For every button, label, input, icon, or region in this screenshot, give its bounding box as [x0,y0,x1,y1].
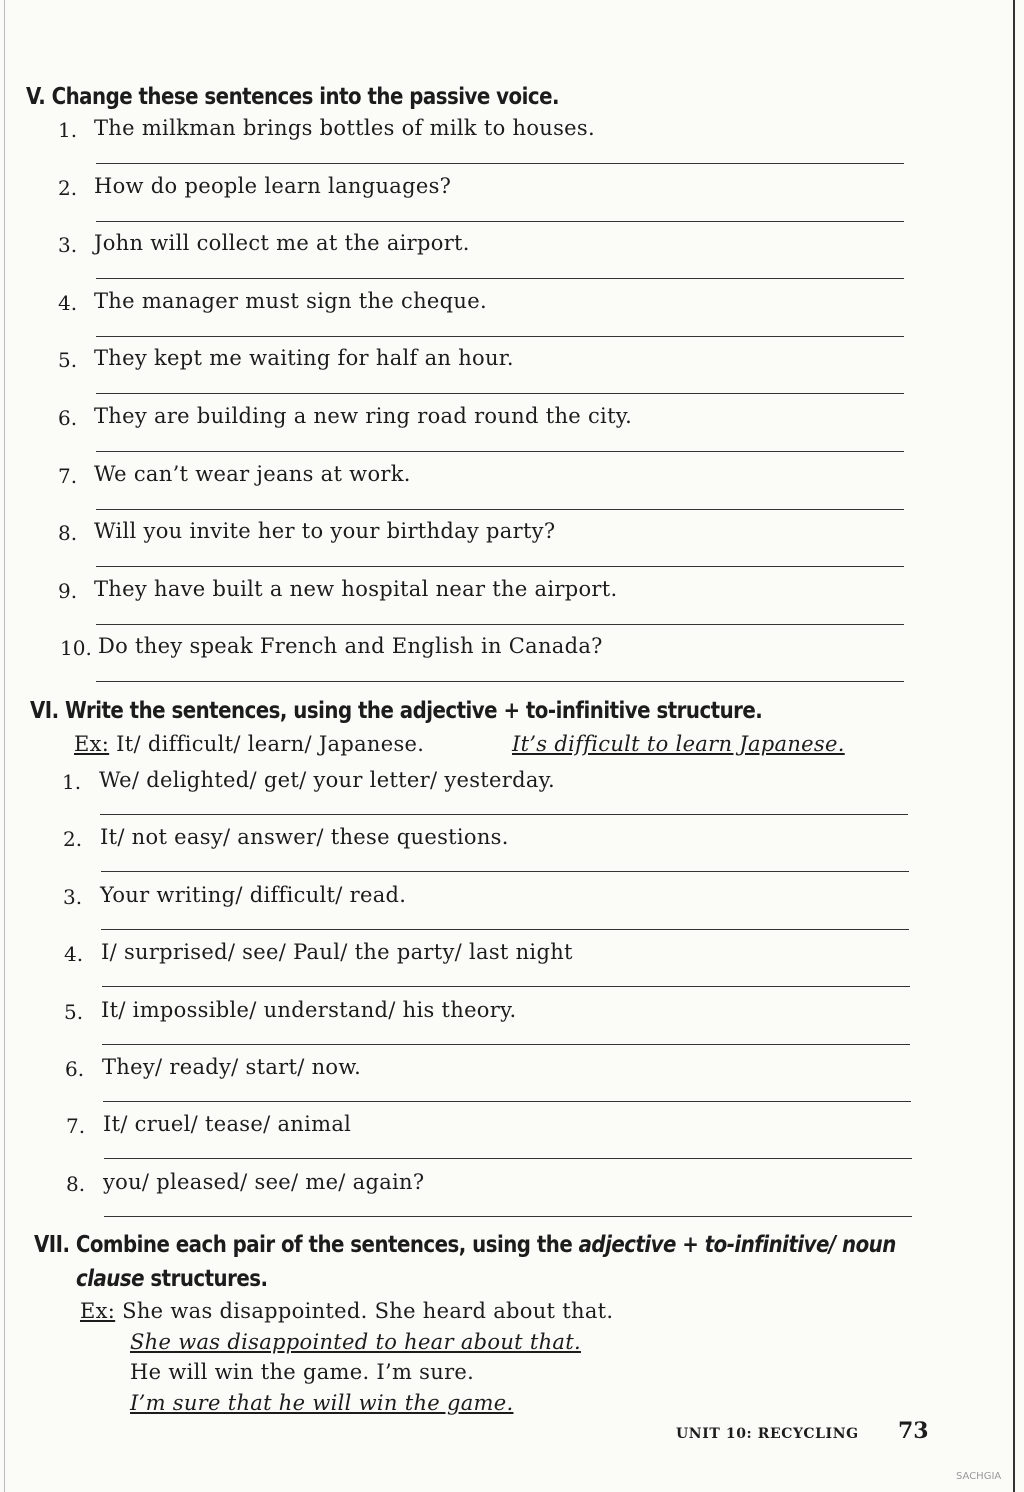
exercise-sentence: Do they speak French and English in Canada? [98,634,603,658]
answer-line[interactable] [102,986,910,987]
exercise-sentence: They have built a new hospital near the airport. [94,577,618,601]
answer-line[interactable] [96,163,904,164]
exercise-prompt: It/ impossible/ understand/ his theory. [101,998,517,1022]
exercise-sentence: The manager must sign the cheque. [94,289,487,313]
section-vi-heading: VI. Write the sentences, using the adjective + to-infinitive structure. [30,698,763,724]
exercise-number: 4. [58,291,78,315]
answer-line[interactable] [96,336,904,337]
answer-line[interactable] [96,681,904,682]
section-vii-heading [34,1232,896,1258]
example-label: Ex: [80,1299,116,1323]
exercise-number: 7. [58,464,78,488]
example-prompt: It/ difficult/ learn/ Japanese. [116,732,425,756]
exercise-number: 5. [58,348,78,372]
exercise-prompt: It/ not easy/ answer/ these questions. [100,825,509,849]
section-vii-heading-prefix: VII. Combine each pair of the sentences, using the [34,1232,579,1258]
answer-line[interactable] [96,509,904,510]
section-v-heading: V. Change these sentences into the passive voice. [26,84,559,110]
watermark: SACHGIA [956,1471,1002,1482]
exercise-number: 1. [58,118,78,142]
example-label: Ex: [74,732,110,756]
answer-line[interactable] [102,1044,910,1045]
exercise-number: 5. [64,1000,84,1024]
footer-unit-label: UNIT 10: RECYCLING [676,1426,859,1442]
section-vii-heading-clause: clause [76,1266,145,1292]
answer-line[interactable] [103,1101,911,1102]
exercise-number: 3. [63,885,83,909]
exercise-sentence: John will collect me at the airport. [94,231,470,255]
exercise-sentence: We can’t wear jeans at work. [94,462,411,486]
example-answer-1: She was disappointed to hear about that. [130,1330,581,1354]
page-right-edge [1013,0,1015,1492]
exercise-number: 10. [60,636,92,660]
exercise-prompt: you/ pleased/ see/ me/ again? [103,1170,425,1194]
section-vii-heading-line2 [76,1266,268,1292]
exercise-prompt: They/ ready/ start/ now. [102,1055,362,1079]
exercise-number: 8. [58,521,78,545]
answer-line[interactable] [104,1158,912,1159]
exercise-prompt: Your writing/ difficult/ read. [100,883,407,907]
page-left-edge [4,0,5,1492]
answer-line[interactable] [104,1216,912,1217]
exercise-prompt: I/ surprised/ see/ Paul/ the party/ last night [101,940,573,964]
exercise-sentence: The milkman brings bottles of milk to houses. [94,116,595,140]
answer-line[interactable] [101,871,909,872]
exercise-number: 8. [66,1172,86,1196]
exercise-sentence: They are building a new ring road round the city. [94,404,633,428]
answer-line[interactable] [100,814,908,815]
answer-line[interactable] [96,393,904,394]
exercise-number: 6. [65,1057,85,1081]
answer-line[interactable] [96,566,904,567]
example-sentence-2: He will win the game. I’m sure. [130,1360,475,1384]
exercise-number: 3. [58,233,78,257]
exercise-prompt: It/ cruel/ tease/ animal [103,1112,352,1136]
section-vii-example-line1 [80,1299,613,1323]
exercise-number: 2. [63,827,83,851]
exercise-sentence: How do people learn languages? [94,174,452,198]
section-vii-heading-italic: adjective + to-infinitive/ noun [578,1232,896,1258]
exercise-sentence: They kept me waiting for half an hour. [94,346,514,370]
example-answer-2: I’m sure that he will win the game. [130,1391,514,1415]
exercise-number: 4. [64,942,84,966]
exercise-number: 1. [62,770,82,794]
answer-line[interactable] [96,624,904,625]
exercise-number: 2. [58,176,78,200]
exercise-number: 9. [58,579,78,603]
example-sentence-1: She was disappointed. She heard about that. [122,1299,614,1323]
answer-line[interactable] [96,221,904,222]
answer-line[interactable] [101,929,909,930]
exercise-number: 7. [66,1114,86,1138]
section-vi-example [74,732,424,756]
exercise-number: 6. [58,406,78,430]
section-vii-heading-rest: structures. [144,1266,268,1292]
answer-line[interactable] [96,451,904,452]
answer-line[interactable] [96,278,904,279]
exercise-prompt: We/ delighted/ get/ your letter/ yesterday. [99,768,556,792]
exercise-sentence: Will you invite her to your birthday party? [94,519,556,543]
example-answer: It’s difficult to learn Japanese. [512,732,845,756]
page-number: 73 [898,1418,929,1444]
